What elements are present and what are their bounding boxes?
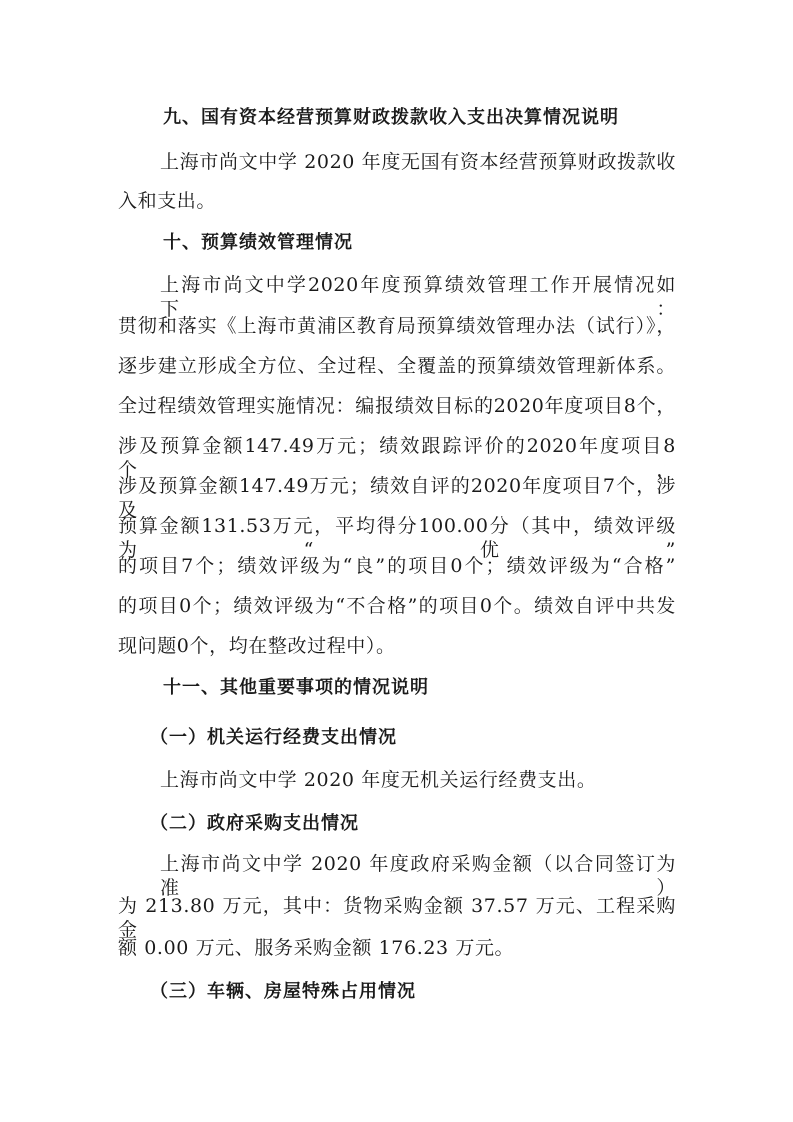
section-11-2-paragraph-line-1: 上海市尚文中学 2020 年度政府采购金额（以合同签订为准） [160,853,676,899]
section-11-heading: 十一、其他重要事项的情况说明 [163,677,429,698]
section-9-paragraph-line-2: 入和支出。 [118,190,217,212]
section-11-1-heading: （一）机关运行经费支出情况 [150,727,397,748]
section-11-2-paragraph-line-2: 为 213.80 万元，其中：货物采购金额 37.57 万元、工程采购金 [118,895,676,941]
section-10-paragraph-line-4: 全过程绩效管理实施情况：编报绩效目标的2020年度项目8个， [118,395,676,417]
section-10-paragraph-line-5: 涉及预算金额147.49万元；绩效跟踪评价的2020年度项目8个， [118,435,676,481]
section-11-2-paragraph-line-3: 额 0.00 万元、服务采购金额 176.23 万元。 [118,937,515,959]
section-11-1-paragraph-line-1: 上海市尚文中学 2020 年度无机关运行经费支出。 [160,769,597,791]
section-11-2-heading: （二）政府采购支出情况 [150,813,359,834]
section-10-heading: 十、预算绩效管理情况 [163,232,353,253]
section-10-paragraph-line-3: 逐步建立形成全方位、全过程、全覆盖的预算绩效管理新体系。 [118,355,676,377]
section-10-paragraph-line-9: 的项目0个；绩效评级为“不合格”的项目0个。绩效自评中共发 [118,595,676,617]
section-9-heading: 九、国有资本经营预算财政拨款收入支出决算情况说明 [163,107,619,128]
section-9-paragraph-line-1: 上海市尚文中学 2020 年度无国有资本经营预算财政拨款收 [160,151,676,173]
section-10-paragraph-line-2: 贯彻和落实《上海市黄浦区教育局预算绩效管理办法（试行）》， [118,315,676,337]
section-10-paragraph-line-7: 预算金额131.53万元，平均得分100.00分（其中，绩效评级为“优” [118,515,676,561]
section-10-paragraph-line-8: 的项目7个；绩效评级为“良”的项目0个；绩效评级为“合格” [118,555,676,577]
section-10-paragraph-line-6: 涉及预算金额147.49万元；绩效自评的2020年度项目7个，涉及 [118,475,676,521]
section-10-paragraph-line-10: 现问题0个，均在整改过程中）。 [118,635,396,657]
section-10-paragraph-line-1: 上海市尚文中学2020年度预算绩效管理工作开展情况如下： [160,274,676,320]
section-11-3-heading: （三）车辆、房屋特殊占用情况 [150,981,416,1002]
